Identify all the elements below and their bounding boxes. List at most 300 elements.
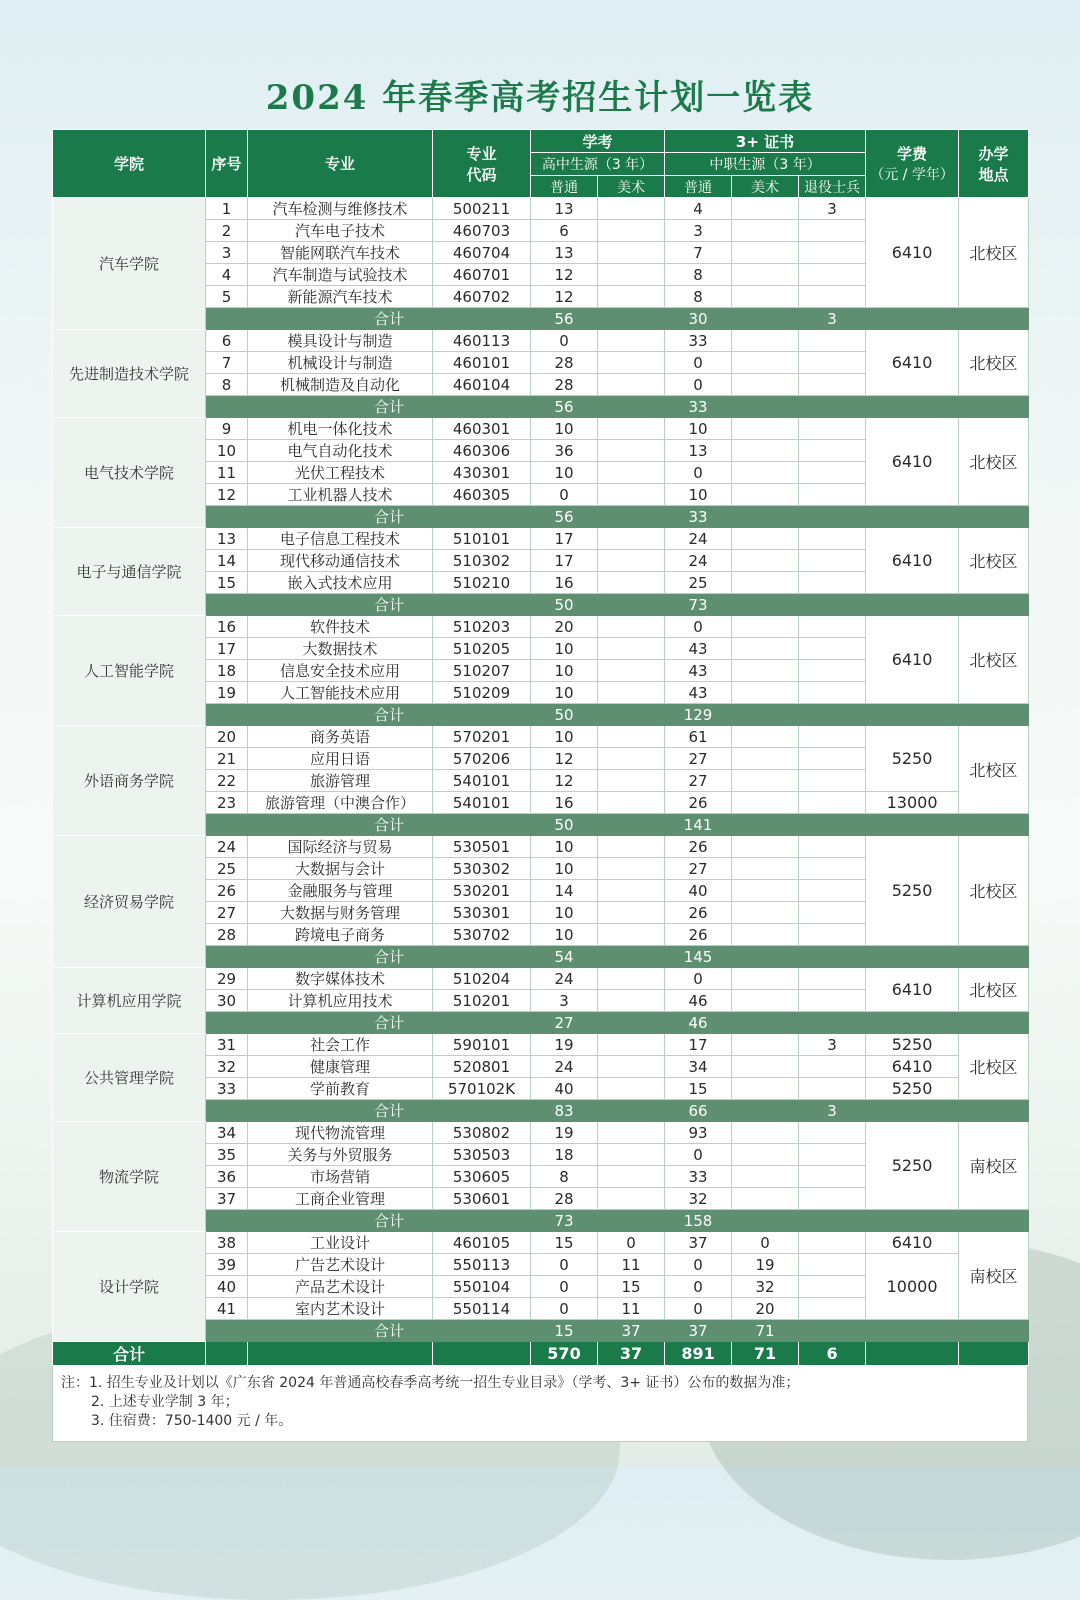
- major-name: 工业设计: [248, 1232, 433, 1254]
- tuition-fee: 13000: [866, 792, 959, 814]
- seq-cell: 5: [206, 286, 248, 308]
- major-name: 商务英语: [248, 726, 433, 748]
- cert-putong-cell: 37: [665, 1232, 732, 1254]
- major-code: 510205: [433, 638, 531, 660]
- subtotal-value: 73: [665, 594, 732, 616]
- cert-putong-cell: 25: [665, 572, 732, 594]
- cert-veteran-cell: [799, 484, 866, 506]
- tuition-fee: 5250: [866, 1034, 959, 1056]
- note-line: 注：1. 招生专业及计划以《广东省 2024 年普通高校春季高考统一招生专业目录》（学考、3+ 证书）公布的数据为准；: [61, 1375, 800, 1391]
- subtotal-value: [799, 594, 866, 616]
- major-name: 数字媒体技术: [248, 968, 433, 990]
- xuekao-putong-cell: 18: [531, 1144, 598, 1166]
- seq-cell: 29: [206, 968, 248, 990]
- seq-cell: 15: [206, 572, 248, 594]
- subtotal-spacer: [959, 1320, 1029, 1342]
- cert-veteran-cell: [799, 572, 866, 594]
- cert-veteran-cell: [799, 242, 866, 264]
- cert-putong-cell: 0: [665, 374, 732, 396]
- header-cert-sub: 中职生源（3 年）: [665, 153, 866, 176]
- subtotal-spacer: [866, 704, 959, 726]
- subtotal-value: [732, 594, 799, 616]
- tuition-fee: 5250: [866, 1078, 959, 1100]
- subtotal-value: [799, 946, 866, 968]
- subtotal-label: 合计: [248, 1210, 531, 1232]
- subtotal-value: 27: [531, 1012, 598, 1034]
- xuekao-meishu-cell: [598, 286, 665, 308]
- cert-veteran-cell: [799, 1078, 866, 1100]
- table-row: [53, 418, 1029, 440]
- cert-veteran-cell: [799, 440, 866, 462]
- tuition-fee: 6410: [866, 198, 959, 308]
- college-name: 人工智能学院: [53, 616, 206, 726]
- campus-location: 南校区: [959, 1122, 1029, 1210]
- xuekao-putong-cell: 0: [531, 1298, 598, 1320]
- subtotal-spacer: [206, 1210, 248, 1232]
- campus-location: 北校区: [959, 726, 1029, 814]
- header-cert: 3+ 证书: [665, 130, 866, 153]
- cert-meishu-cell: [732, 242, 799, 264]
- cert-veteran-cell: [799, 1056, 866, 1078]
- cert-meishu-cell: [732, 1122, 799, 1144]
- cert-meishu-cell: [732, 264, 799, 286]
- cert-putong-cell: 26: [665, 902, 732, 924]
- major-name: 新能源汽车技术: [248, 286, 433, 308]
- xuekao-putong-cell: 10: [531, 924, 598, 946]
- seq-cell: 38: [206, 1232, 248, 1254]
- major-name: 旅游管理: [248, 770, 433, 792]
- tuition-fee: 10000: [866, 1254, 959, 1320]
- major-code: 460306: [433, 440, 531, 462]
- xuekao-putong-cell: 12: [531, 286, 598, 308]
- cert-veteran-cell: [799, 330, 866, 352]
- cert-meishu-cell: [732, 726, 799, 748]
- major-code: 530201: [433, 880, 531, 902]
- subtotal-value: [799, 1210, 866, 1232]
- subtotal-spacer: [959, 1100, 1029, 1122]
- cert-meishu-cell: 20: [732, 1298, 799, 1320]
- subtotal-value: 56: [531, 506, 598, 528]
- xuekao-meishu-cell: [598, 1166, 665, 1188]
- cert-putong-cell: 61: [665, 726, 732, 748]
- cert-veteran-cell: [799, 770, 866, 792]
- campus-location: 北校区: [959, 616, 1029, 704]
- xuekao-putong-cell: 15: [531, 1232, 598, 1254]
- major-code: 460704: [433, 242, 531, 264]
- seq-cell: 17: [206, 638, 248, 660]
- major-name: 金融服务与管理: [248, 880, 433, 902]
- xuekao-putong-cell: 28: [531, 374, 598, 396]
- header-campus: [959, 130, 1029, 198]
- cert-meishu-cell: [732, 330, 799, 352]
- subtotal-spacer: [959, 704, 1029, 726]
- cert-veteran-cell: [799, 990, 866, 1012]
- seq-cell: 31: [206, 1034, 248, 1056]
- cert-meishu-cell: [732, 638, 799, 660]
- cert-meishu-cell: [732, 880, 799, 902]
- grand-total-empty: [433, 1342, 531, 1366]
- subtotal-value: 83: [531, 1100, 598, 1122]
- tuition-fee: 5250: [866, 726, 959, 792]
- xuekao-putong-cell: 10: [531, 902, 598, 924]
- major-code: 590101: [433, 1034, 531, 1056]
- major-code: 530503: [433, 1144, 531, 1166]
- tuition-fee: 5250: [866, 1122, 959, 1210]
- grand-total-cert-meishu: 71: [732, 1342, 799, 1366]
- subtotal-spacer: [206, 704, 248, 726]
- major-code: 570201: [433, 726, 531, 748]
- cert-veteran-cell: [799, 1166, 866, 1188]
- seq-cell: 16: [206, 616, 248, 638]
- cert-veteran-cell: [799, 660, 866, 682]
- subtotal-label: 合计: [248, 1100, 531, 1122]
- cert-veteran-cell: [799, 682, 866, 704]
- subtotal-value: [598, 1100, 665, 1122]
- xuekao-meishu-cell: [598, 638, 665, 660]
- subtotal-value: [732, 1100, 799, 1122]
- xuekao-putong-cell: 17: [531, 550, 598, 572]
- header-campus-line1: 办学: [978, 144, 1009, 163]
- grand-total-empty: [959, 1342, 1029, 1366]
- cert-veteran-cell: [799, 264, 866, 286]
- xuekao-putong-cell: 36: [531, 440, 598, 462]
- subtotal-value: [732, 946, 799, 968]
- seq-cell: 19: [206, 682, 248, 704]
- table-row: [53, 968, 1029, 990]
- cert-veteran-cell: [799, 374, 866, 396]
- seq-cell: 1: [206, 198, 248, 220]
- cert-putong-cell: 0: [665, 1144, 732, 1166]
- xuekao-meishu-cell: [598, 1122, 665, 1144]
- table-row: [53, 836, 1029, 858]
- seq-cell: 21: [206, 748, 248, 770]
- tuition-fee: 6410: [866, 528, 959, 594]
- grand-total-cert-putong: 891: [665, 1342, 732, 1366]
- subtotal-value: [799, 704, 866, 726]
- subtotal-spacer: [866, 396, 959, 418]
- xuekao-meishu-cell: [598, 902, 665, 924]
- cert-putong-cell: 27: [665, 770, 732, 792]
- subtotal-label: 合计: [248, 1320, 531, 1342]
- college-name: 汽车学院: [53, 198, 206, 330]
- major-name: 旅游管理（中澳合作）: [248, 792, 433, 814]
- xuekao-putong-cell: 12: [531, 770, 598, 792]
- subtotal-label: 合计: [248, 704, 531, 726]
- xuekao-meishu-cell: [598, 836, 665, 858]
- header-xuekao-meishu: 美术: [598, 176, 665, 198]
- cert-putong-cell: 46: [665, 990, 732, 1012]
- cert-putong-cell: 4: [665, 198, 732, 220]
- cert-meishu-cell: [732, 220, 799, 242]
- cert-meishu-cell: [732, 748, 799, 770]
- seq-cell: 30: [206, 990, 248, 1012]
- xuekao-meishu-cell: [598, 264, 665, 286]
- subtotal-value: 158: [665, 1210, 732, 1232]
- cert-putong-cell: 33: [665, 1166, 732, 1188]
- xuekao-putong-cell: 10: [531, 462, 598, 484]
- xuekao-putong-cell: 6: [531, 220, 598, 242]
- header-fee-line2: （元 / 学年）: [870, 167, 954, 183]
- cert-veteran-cell: [799, 1254, 866, 1276]
- subtotal-value: [799, 396, 866, 418]
- cert-meishu-cell: [732, 528, 799, 550]
- cert-veteran-cell: [799, 352, 866, 374]
- major-code: 510207: [433, 660, 531, 682]
- subtotal-spacer: [959, 594, 1029, 616]
- campus-location: 北校区: [959, 330, 1029, 396]
- subtotal-value: [598, 946, 665, 968]
- cert-putong-cell: 43: [665, 660, 732, 682]
- cert-veteran-cell: [799, 528, 866, 550]
- campus-location: 南校区: [959, 1232, 1029, 1320]
- xuekao-putong-cell: 14: [531, 880, 598, 902]
- major-name: 大数据技术: [248, 638, 433, 660]
- seq-cell: 36: [206, 1166, 248, 1188]
- xuekao-putong-cell: 3: [531, 990, 598, 1012]
- seq-cell: 18: [206, 660, 248, 682]
- seq-cell: 22: [206, 770, 248, 792]
- xuekao-putong-cell: 16: [531, 792, 598, 814]
- subtotal-spacer: [959, 308, 1029, 330]
- subtotal-spacer: [206, 308, 248, 330]
- major-code: 540101: [433, 770, 531, 792]
- cert-meishu-cell: [732, 572, 799, 594]
- cert-meishu-cell: [732, 440, 799, 462]
- xuekao-meishu-cell: [598, 418, 665, 440]
- xuekao-meishu-cell: [598, 1144, 665, 1166]
- xuekao-meishu-cell: [598, 682, 665, 704]
- major-code: 510209: [433, 682, 531, 704]
- major-name: 应用日语: [248, 748, 433, 770]
- xuekao-meishu-cell: [598, 352, 665, 374]
- enrollment-plan-table: [52, 129, 1029, 1366]
- seq-cell: 12: [206, 484, 248, 506]
- seq-cell: 37: [206, 1188, 248, 1210]
- major-name: 工业机器人技术: [248, 484, 433, 506]
- cert-putong-cell: 10: [665, 418, 732, 440]
- cert-putong-cell: 43: [665, 638, 732, 660]
- subtotal-label: 合计: [248, 594, 531, 616]
- campus-location: 北校区: [959, 836, 1029, 946]
- subtotal-value: 33: [665, 506, 732, 528]
- seq-cell: 9: [206, 418, 248, 440]
- major-code: 460105: [433, 1232, 531, 1254]
- grand-total-row: [53, 1342, 1029, 1366]
- subtotal-value: [799, 1012, 866, 1034]
- major-code: 550104: [433, 1276, 531, 1298]
- xuekao-meishu-cell: [598, 880, 665, 902]
- tuition-fee: 6410: [866, 1056, 959, 1078]
- major-name: 工商企业管理: [248, 1188, 433, 1210]
- cert-meishu-cell: 19: [732, 1254, 799, 1276]
- subtotal-label: 合计: [248, 946, 531, 968]
- campus-location: 北校区: [959, 418, 1029, 506]
- xuekao-putong-cell: 17: [531, 528, 598, 550]
- xuekao-putong-cell: 10: [531, 726, 598, 748]
- xuekao-meishu-cell: [598, 1034, 665, 1056]
- major-name: 电子信息工程技术: [248, 528, 433, 550]
- cert-veteran-cell: [799, 792, 866, 814]
- xuekao-putong-cell: 0: [531, 1254, 598, 1276]
- cert-putong-cell: 10: [665, 484, 732, 506]
- cert-putong-cell: 43: [665, 682, 732, 704]
- major-code: 460701: [433, 264, 531, 286]
- xuekao-meishu-cell: [598, 770, 665, 792]
- cert-veteran-cell: [799, 286, 866, 308]
- xuekao-meishu-cell: [598, 1078, 665, 1100]
- xuekao-meishu-cell: [598, 1056, 665, 1078]
- cert-veteran-cell: [799, 968, 866, 990]
- cert-meishu-cell: [732, 286, 799, 308]
- tuition-fee: 6410: [866, 968, 959, 1012]
- major-name: 机械设计与制造: [248, 352, 433, 374]
- major-name: 健康管理: [248, 1056, 433, 1078]
- campus-location: 北校区: [959, 528, 1029, 594]
- xuekao-putong-cell: 10: [531, 638, 598, 660]
- seq-cell: 13: [206, 528, 248, 550]
- cert-putong-cell: 27: [665, 858, 732, 880]
- cert-meishu-cell: [732, 902, 799, 924]
- header-xuekao: 学考: [531, 130, 665, 153]
- seq-cell: 6: [206, 330, 248, 352]
- cert-meishu-cell: [732, 924, 799, 946]
- cert-veteran-cell: 3: [799, 198, 866, 220]
- major-code: 460305: [433, 484, 531, 506]
- subtotal-spacer: [866, 594, 959, 616]
- seq-cell: 14: [206, 550, 248, 572]
- cert-meishu-cell: [732, 550, 799, 572]
- grand-total-label: 合计: [53, 1342, 206, 1366]
- major-code: 460703: [433, 220, 531, 242]
- college-name: 设计学院: [53, 1232, 206, 1342]
- cert-veteran-cell: 3: [799, 1034, 866, 1056]
- xuekao-putong-cell: 20: [531, 616, 598, 638]
- major-code: 460301: [433, 418, 531, 440]
- seq-cell: 39: [206, 1254, 248, 1276]
- xuekao-meishu-cell: [598, 660, 665, 682]
- major-code: 510204: [433, 968, 531, 990]
- xuekao-meishu-cell: [598, 198, 665, 220]
- cert-meishu-cell: [732, 484, 799, 506]
- xuekao-meishu-cell: [598, 550, 665, 572]
- xuekao-meishu-cell: [598, 572, 665, 594]
- subtotal-value: 3: [799, 308, 866, 330]
- xuekao-putong-cell: 10: [531, 836, 598, 858]
- major-name: 光伏工程技术: [248, 462, 433, 484]
- college-name: 物流学院: [53, 1122, 206, 1232]
- xuekao-putong-cell: 13: [531, 242, 598, 264]
- major-name: 跨境电子商务: [248, 924, 433, 946]
- seq-cell: 8: [206, 374, 248, 396]
- header-major: 专业: [248, 130, 433, 198]
- table-row: [53, 1122, 1029, 1144]
- cert-meishu-cell: [732, 1034, 799, 1056]
- cert-meishu-cell: [732, 198, 799, 220]
- campus-location: 北校区: [959, 1034, 1029, 1100]
- major-code: 510210: [433, 572, 531, 594]
- cert-meishu-cell: [732, 418, 799, 440]
- major-name: 汽车制造与试验技术: [248, 264, 433, 286]
- cert-putong-cell: 8: [665, 264, 732, 286]
- major-name: 汽车检测与维修技术: [248, 198, 433, 220]
- cert-meishu-cell: [732, 1078, 799, 1100]
- subtotal-value: 33: [665, 396, 732, 418]
- major-code: 530605: [433, 1166, 531, 1188]
- header-seq: 序号: [206, 130, 248, 198]
- cert-veteran-cell: [799, 638, 866, 660]
- cert-veteran-cell: [799, 418, 866, 440]
- cert-veteran-cell: [799, 748, 866, 770]
- cert-putong-cell: 24: [665, 528, 732, 550]
- cert-veteran-cell: [799, 924, 866, 946]
- subtotal-value: [799, 1320, 866, 1342]
- seq-cell: 26: [206, 880, 248, 902]
- subtotal-value: 3: [799, 1100, 866, 1122]
- subtotal-spacer: [206, 814, 248, 836]
- cert-meishu-cell: [732, 374, 799, 396]
- xuekao-putong-cell: 24: [531, 968, 598, 990]
- cert-meishu-cell: [732, 858, 799, 880]
- subtotal-value: 50: [531, 704, 598, 726]
- cert-putong-cell: 26: [665, 836, 732, 858]
- cert-veteran-cell: [799, 1122, 866, 1144]
- subtotal-value: 50: [531, 814, 598, 836]
- subtotal-spacer: [866, 1210, 959, 1232]
- note-line: 2. 上述专业学制 3 年；: [91, 1394, 239, 1410]
- seq-cell: 24: [206, 836, 248, 858]
- major-code: 460113: [433, 330, 531, 352]
- subtotal-label: 合计: [248, 308, 531, 330]
- subtotal-spacer: [866, 506, 959, 528]
- major-name: 市场营销: [248, 1166, 433, 1188]
- subtotal-value: [732, 814, 799, 836]
- cert-veteran-cell: [799, 1298, 866, 1320]
- grand-total-empty: [866, 1342, 959, 1366]
- cert-putong-cell: 93: [665, 1122, 732, 1144]
- tuition-fee: 5250: [866, 836, 959, 946]
- cert-veteran-cell: [799, 902, 866, 924]
- seq-cell: 40: [206, 1276, 248, 1298]
- subtotal-spacer: [206, 396, 248, 418]
- xuekao-meishu-cell: 15: [598, 1276, 665, 1298]
- xuekao-meishu-cell: [598, 242, 665, 264]
- major-name: 机械制造及自动化: [248, 374, 433, 396]
- subtotal-value: [598, 1210, 665, 1232]
- subtotal-spacer: [206, 1100, 248, 1122]
- major-code: 570102K: [433, 1078, 531, 1100]
- table-row: [53, 1232, 1029, 1254]
- header-cert-meishu: 美术: [732, 176, 799, 198]
- college-name: 计算机应用学院: [53, 968, 206, 1034]
- cert-putong-cell: 0: [665, 1276, 732, 1298]
- subtotal-value: [732, 308, 799, 330]
- header-cert-veteran: 退役士兵: [799, 176, 866, 198]
- subtotal-value: [799, 814, 866, 836]
- seq-cell: 23: [206, 792, 248, 814]
- xuekao-meishu-cell: [598, 792, 665, 814]
- subtotal-value: 56: [531, 308, 598, 330]
- subtotal-spacer: [206, 1012, 248, 1034]
- xuekao-putong-cell: 19: [531, 1034, 598, 1056]
- header-code-line1: 专业: [466, 144, 497, 163]
- major-name: 现代物流管理: [248, 1122, 433, 1144]
- cert-veteran-cell: [799, 462, 866, 484]
- major-code: 540101: [433, 792, 531, 814]
- cert-meishu-cell: [732, 682, 799, 704]
- subtotal-spacer: [866, 1100, 959, 1122]
- major-name: 学前教育: [248, 1078, 433, 1100]
- subtotal-spacer: [959, 396, 1029, 418]
